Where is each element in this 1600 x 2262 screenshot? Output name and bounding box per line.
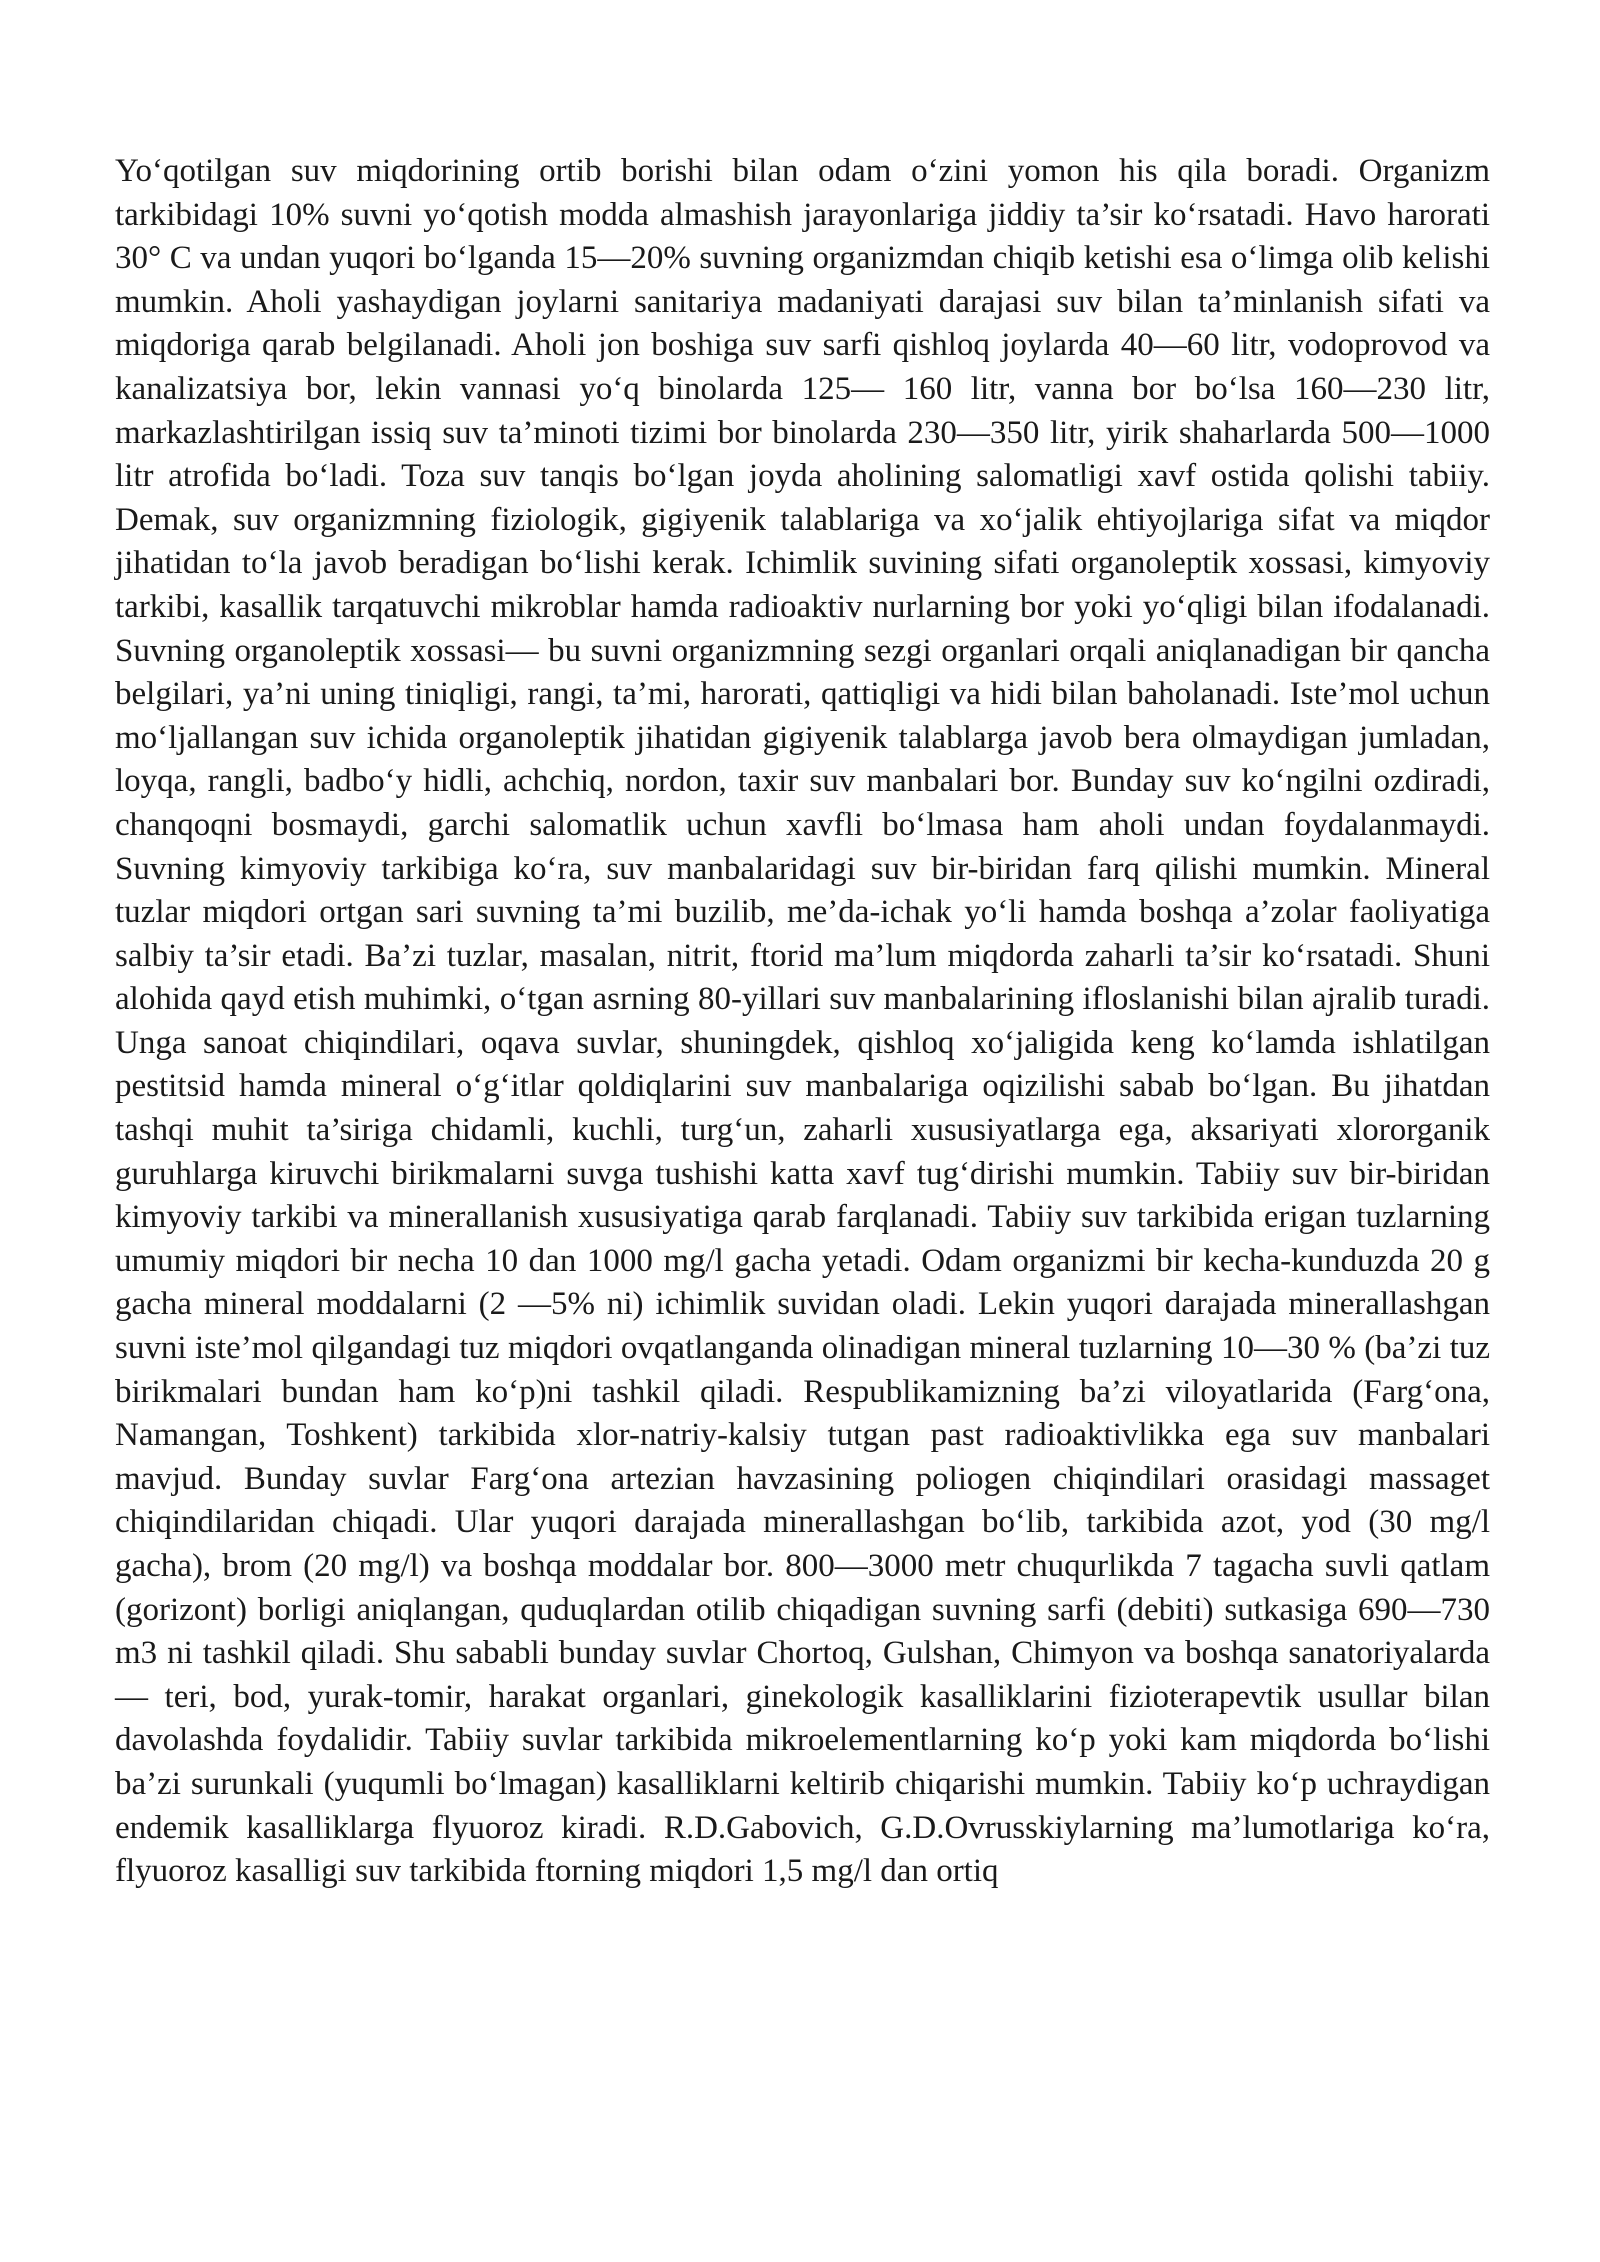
body-paragraph: Yo‘qotilgan suv miqdorining ortib borishi bilan odam o‘zini yomon his qila boradi. Organizm tarkibidagi 10% suvni yo‘qotish modda almashish jarayonlariga jiddiy ta’sir ko‘rsatadi. Havo harorati 30° C va undan yuqori bo‘lganda 15—20% suvning organizmdan chiqib ketishi esa o‘limga olib kelishi mumkin. Aholi yashaydigan joylarni sanitariya madaniyati darajasi suv bilan ta’minlanish sifati va miqdoriga qarab belgilanadi. Aholi jon boshiga suv sarfi qishloq joylarda 40—60 litr, vodoprovod va kanalizatsiya bor, lekin vannasi yo‘q binolarda 125— 160 litr, vanna bor bo‘lsa 160—230 litr, markazlashtirilgan issiq suv ta’minoti tizimi bor binolarda 230—350 litr, yirik shaharlarda 500—1000 litr atrofida bo‘ladi. Toza suv tanqis bo‘lgan joyda aholining salomatligi xavf ostida qolishi tabiiy. Demak, suv organizmning fiziologik, gigiyenik talablariga va xo‘jalik ehtiyojlariga sifat va miqdor jihatidan to‘la javob beradigan bo‘lishi kerak. Ichimlik suvining sifati organoleptik xossasi, kimyoviy tarkibi, kasallik tarqatuvchi mikroblar hamda radioaktiv nurlarning bor yoki yo‘qligi bilan ifodalanadi. Suvning organoleptik xossasi— bu suvni organizmning sezgi organlari orqali aniqlanadigan bir qancha belgilari, ya’ni uning tiniqligi, rangi, ta’mi, harorati, qattiqligi va hidi bilan baholanadi. Iste’mol uchun mo‘ljallangan suv ichida organoleptik jihatidan gigiyenik talablarga javob bera olmaydigan jumladan, loyqa, rangli, badbo‘y hidli, achchiq, nordon, taxir suv manbalari bor. Bunday suv ko‘ngilni ozdiradi, chanqoqni bosmaydi, garchi salomatlik uchun xavfli bo‘lmasa ham aholi undan foydalanmaydi. Suvning kimyoviy tarkibiga ko‘ra, suv manbalaridagi suv bir-biridan farq qilishi mumkin. Mineral tuzlar miqdori ortgan sari suvning ta’mi buzilib, me’da-ichak yo‘li hamda boshqa a’zolar faoliyatiga salbiy ta’sir etadi. Ba’zi tuzlar, masalan, nitrit, ftorid ma’lum miqdorda zaharli ta’sir ko‘rsatadi. Shuni alohida qayd etish muhimki, o‘tgan asrning 80-yillari suv manbalarining ifloslanishi bilan ajralib turadi. Unga sanoat chiqindilari, oqava suvlar, shuningdek, qishloq xo‘jaligida keng ko‘lamda ishlatilgan pestitsid hamda mineral o‘g‘itlar qoldiqlarini suv manbalariga oqizilishi sabab bo‘lgan. Bu jihatdan tashqi muhit ta’siriga chidamli, kuchli, turg‘un, zaharli xususiyatlarga ega, aksariyati xlororganik guruhlarga kiruvchi birikmalarni suvga tushishi katta xavf tug‘dirishi mumkin. Tabiiy suv bir-biridan kimyoviy tarkibi va minerallanish xususiyatiga qarab farqlanadi. Tabiiy suv tarkibida erigan tuzlarning umumiy miqdori bir necha 10 dan 1000 mg/l gacha yetadi. Odam organizmi bir kecha-kunduzda 20 g gacha mineral moddalarni (2 —5% ni) ichimlik suvidan oladi. Lekin yuqori darajada minerallashgan suvni iste’mol qilgandagi tuz miqdori ovqatlanganda olinadigan mineral tuzlarning 10—30 % (ba’zi tuz birikmalari bundan ham ko‘p)ni tashkil qiladi. Respublikamizning ba’zi viloyatlarida (Farg‘ona, Namangan, Toshkent) tarkibida xlor-natriy-kalsiy tutgan past radioaktivlikka ega suv manbalari mavjud. Bunday suvlar Farg‘ona artezian havzasining poliogen chiqindilari orasidagi massaget chiqindilaridan chiqadi. Ular yuqori darajada minerallashgan bo‘lib, tarkibida azot, yod (30 mg/l gacha), brom (20 mg/l) va boshqa moddalar bor. 800—3000 metr chuqurlikda 7 tagacha suvli qatlam (gorizont) borligi aniqlangan, quduqlardan otilib chiqadigan suvning sarfi (debiti) sutkasiga 690—730 m3 ni tashkil qiladi. Shu sababli bunday suvlar Chortoq, Gulshan, Chimyon va boshqa sanatoriyalarda — teri, bod, yurak-tomir, harakat organlari, ginekologik kasalliklarini fizioterapevtik usullar bilan davolashda foydalidir. Tabiiy suvlar tarkibida mikroelementlarning ko‘p yoki kam miqdorda bo‘lishi ba’zi surunkali (yuqumli bo‘lmagan) kasalliklarni keltirib chiqarishi mumkin. Tabiiy ko‘p uchraydigan endemik kasalliklarga flyuoroz kiradi. R.D.Gabovich, G.D.Ovrusskiylarning ma’lumotlariga ko‘ra, flyuoroz kasalligi suv tarkibida ftorning miqdori 1,5 mg/l dan ortiq xyxy=(115,153,1490,1890)
document-page xyxy=(115,150,1490,1894)
